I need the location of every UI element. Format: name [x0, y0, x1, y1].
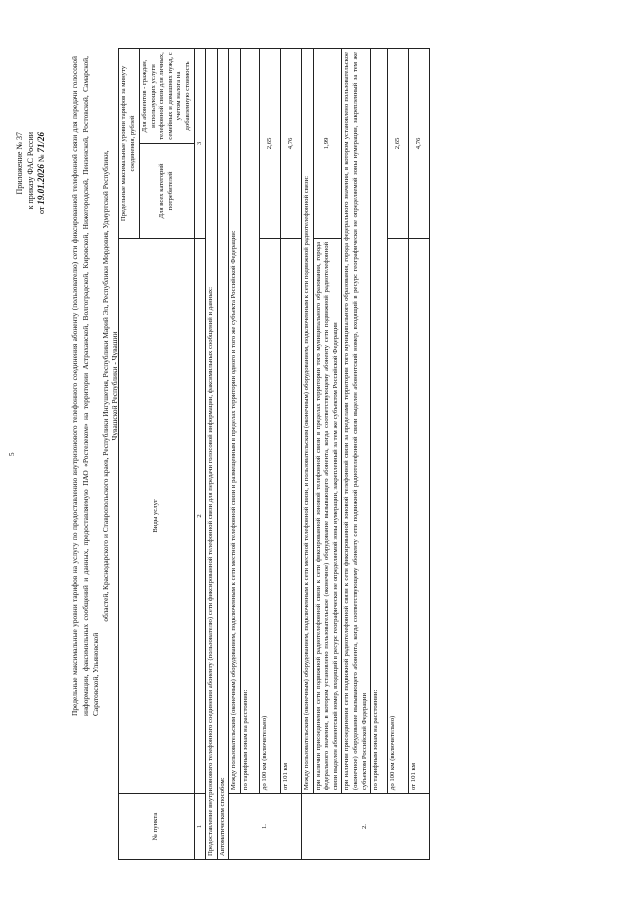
row-value: 2,65 [259, 49, 280, 239]
row-item: до 100 км (включительно) [388, 238, 409, 793]
order-date: 19.01.2026 [36, 164, 46, 205]
header-citizens: Для абонентов - граждан, использующих услуги телефонной связи для личных, семейных и домашних нужд, с учетом налога на добавленную стоимость [140, 49, 195, 144]
row-zones: по тарифным зонам на расстоянии: [371, 49, 388, 794]
row-item: до 100 км (включительно) [259, 238, 280, 793]
header-all-consumers: Для всех категорий потребителей [140, 143, 195, 238]
row-value: 1,99 [313, 49, 342, 239]
auto-method: Автоматическим способом: [217, 49, 229, 860]
appendix-line2: к приказу ФАС России [26, 131, 35, 210]
header-service: Виды услуг [119, 238, 195, 793]
row-value: 4,76 [280, 49, 301, 239]
row-description: Между пользовательским (оконечным) оборудованием, подключенным к сети местной телефонной связи и размещенным в пределах территории одного и того же субъекта Российской Федерации: [229, 49, 241, 794]
order-number: 71/26 [36, 131, 46, 153]
row-value: 2,65 [388, 49, 409, 239]
table-header-row [119, 49, 140, 860]
row-item: при наличии присоединения сети подвижной радиотелефонной связи к сети фиксированной зоновой телефонной связи за пределами территории того муниципального образования, города федерального значения, в котором установлено пользовательское (оконечное) оборудование вызывающего абонента, когда соответствующему абоненту сети подвижной радиотелефонной связи выделен абонентский номер, входящий в ресурс географически не определяемой зоны нумерации, закрепленный за тем же субъектом Российской Федерации [342, 49, 371, 794]
document-title-line2: областей, Краснодарского и Ставропольского краев, Республики Ингушетия, Республики Марий Эл, Республики Мордовия, Удмуртской Республики, Чувашской Республики - Чувашии [101, 150, 119, 622]
table-row [409, 49, 430, 860]
row-description: Между пользовательским (оконечным) оборудованием, подключенным к сети местной телефонной связи, и пользовательским (оконечным) оборудованием, подключенным к сети подвижной радиотелефонной связи: [301, 49, 313, 794]
row-zones: по тарифным зонам на расстоянии: [240, 49, 259, 794]
table-row [259, 49, 280, 860]
table-row [301, 49, 313, 860]
table-row [371, 49, 388, 860]
appendix-line3 [36, 132, 47, 214]
row-item: при наличии присоединения сети подвижной радиотелефонной связи к сети фиксированной зоновой телефонной связи в пределах территории того муниципального образования, города федерального значения, в котором установлено пользовательское (оконечное) оборудование вызывающего абонента, когда соответствующему абоненту сети подвижной радиотелефонной связи выделен абонентский номер, входящий в ресурс географически не определяемой зоны нумерации, закрепленный за тем же субъектом Российской Федерации [313, 238, 342, 793]
appendix-line1: Приложение № 37 [15, 131, 24, 195]
header-tariff: Предельные максимальные уровни тарифов за минуту соединения, рублей [119, 49, 140, 239]
col-index-2: 2 [194, 238, 206, 793]
header-num: № пункта [119, 794, 195, 860]
col-index-3: 3 [194, 49, 206, 239]
table-row [342, 49, 371, 860]
table-row [313, 49, 342, 860]
table-row [229, 49, 241, 860]
row-number: 1. [229, 794, 302, 860]
row-item: от 101 км [409, 238, 430, 793]
table-row [280, 49, 301, 860]
col-index-1: 1 [194, 794, 206, 860]
section-row [206, 49, 218, 860]
table-row [388, 49, 409, 860]
number-prefix: № [37, 154, 46, 163]
section-title: Предоставление внутризонового телефонного соединения абоненту (пользователю) сети фиксированной телефонной связи для передачи голосовой информации, факсимильных сообщений и данных: [206, 49, 218, 860]
row-item: от 101 км [280, 238, 301, 793]
date-prefix: от [37, 206, 46, 214]
appendix-header [14, 132, 47, 214]
auto-row [217, 49, 229, 860]
tariff-table [118, 48, 430, 860]
row-number: 2. [301, 794, 429, 860]
page-number: 5 [8, 452, 16, 456]
column-index-row [194, 49, 206, 860]
document-title: Предельные максимальные уровни тарифов на услугу по предоставлению внутризонового телефонного соединения абоненту (пользователю) сети фиксированной телефонной связи для передачи голосовой информации, факсимильных сообщений и данных, предоставляемую ПАО «Ростелеком» на территории Астраханской, Волгоградской, Кировской, Нижегородской, Пензенской, Ростовской, Самарской, Саратовской, Ульяновской [70, 56, 100, 716]
row-value: 4,76 [409, 49, 430, 239]
table-row [240, 49, 259, 860]
